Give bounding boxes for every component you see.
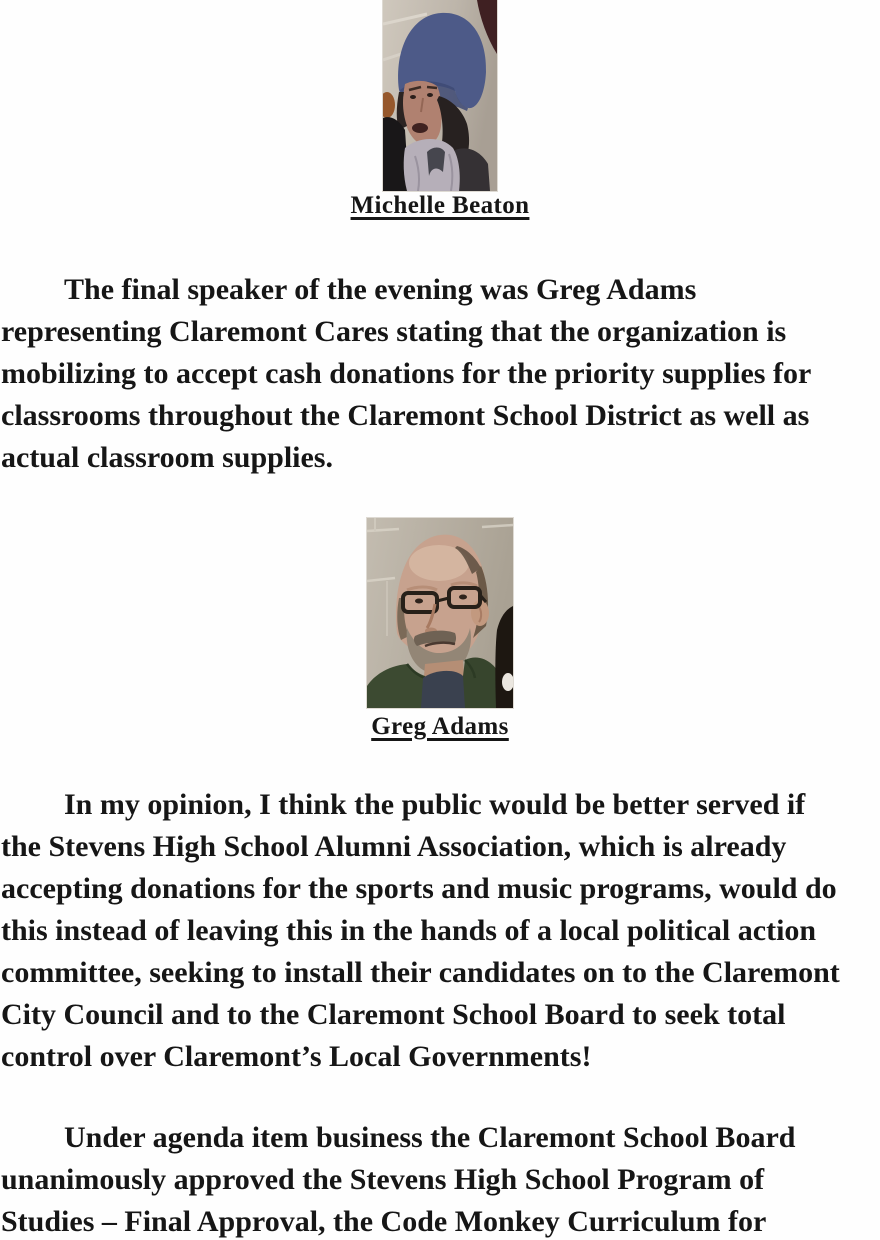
photo-caption-michelle-beaton: Michelle Beaton — [350, 192, 530, 219]
text-line: control over Claremont’s Local Governments! — [1, 1040, 592, 1073]
text-line: City Council and to the Claremont School Board to seek total — [1, 998, 786, 1031]
paragraph-opinion — [1, 784, 879, 1078]
text-line: Studies – Final Approval, the Code Monkey Curriculum for — [1, 1205, 767, 1238]
text-line: Under agenda item business the Claremont School Board — [64, 1121, 796, 1154]
text-line: unanimously approved the Stevens High School Program of — [1, 1163, 765, 1196]
text-line: this instead of leaving this in the hands of a local political action — [1, 914, 817, 947]
text-line: In my opinion, I think the public would be better served if — [64, 788, 806, 821]
text-line: actual classroom supplies. — [1, 441, 333, 474]
text-line: classrooms throughout the Claremont School District as well as — [1, 399, 810, 432]
text-line: The final speaker of the evening was Greg Adams — [64, 273, 697, 306]
text-line: representing Claremont Cares stating that the organization is — [1, 315, 787, 348]
michelle-beaton-photo — [383, 0, 497, 191]
paragraph-agenda-business — [1, 1117, 879, 1240]
text-line: accepting donations for the sports and music programs, would do — [1, 872, 837, 905]
text-line: the Stevens High School Alumni Association, which is already — [1, 830, 787, 863]
paragraph-final-speaker — [1, 269, 879, 479]
greg-adams-photo — [367, 518, 513, 708]
text-line: committee, seeking to install their candidates on to the Claremont — [1, 956, 840, 989]
text-line: mobilizing to accept cash donations for the priority supplies for — [1, 357, 812, 390]
photo-caption-greg-adams: Greg Adams — [371, 713, 509, 740]
